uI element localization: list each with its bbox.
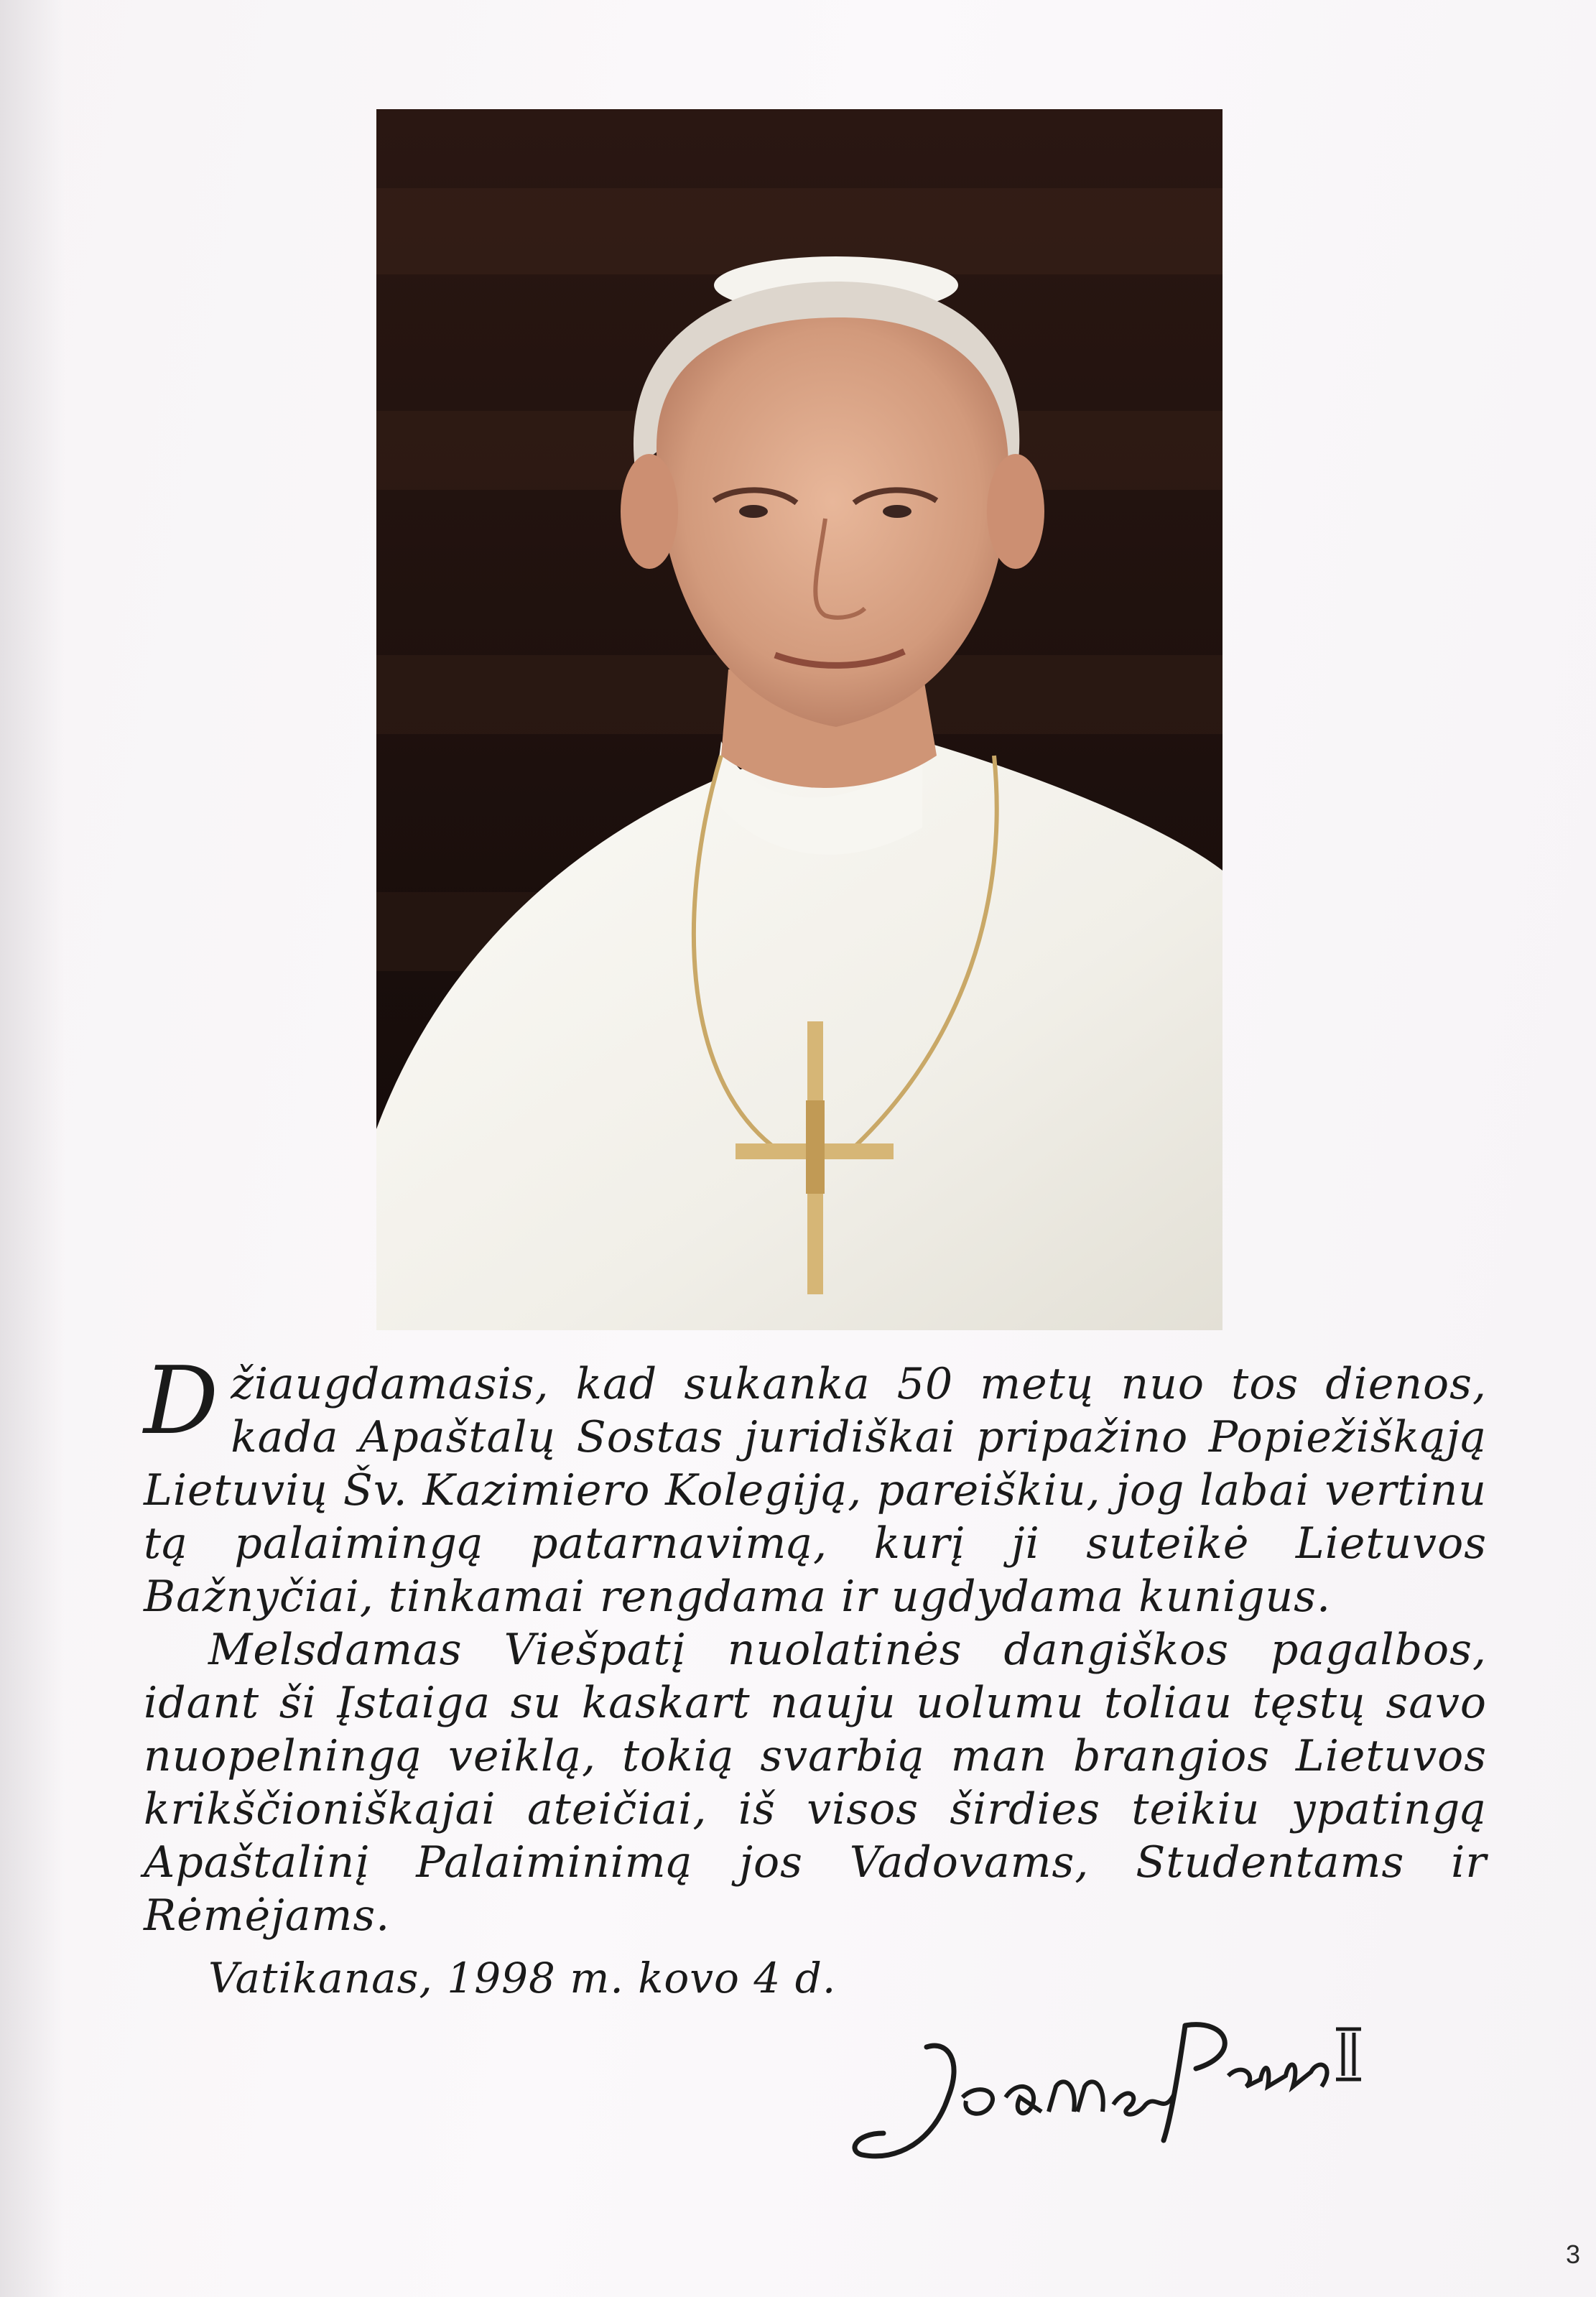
letter-paragraph-1 bbox=[144, 1346, 1487, 1623]
page-edge-shadow bbox=[0, 0, 65, 2297]
drop-cap: D bbox=[144, 1346, 220, 1455]
paragraph-1-text: žiaugdamasis, kad sukanka 50 metų nuo tos dienos, kada Apaštalų Sostas juridiškai pripažino Popiežiškąją Lietuvių Šv. Kazimiero Kolegiją, pareiškiu, jog labai vertinu tą palaimingą patarnavimą, kurį ji suteikė Lietuvos Bažnyčiai, tinkamai rengdama ir ugdydama kunigus. bbox=[144, 1359, 1487, 1622]
signature bbox=[840, 1997, 1415, 2184]
signature-icon bbox=[840, 1997, 1415, 2184]
portrait-photo bbox=[376, 109, 1222, 1330]
letter-paragraph-2: Melsdamas Viešpatį nuolatinės dangiškos pagalbos, idant ši Įstaiga su kaskart nauju uolumu toliau tęstų savo nuopelningą veiklą, tokią svarbią man brangios Lietuvos krikščioniškajai ateičiai, iš visos širdies teikiu ypatingą Apaštalinį Palaiminimą jos Vadovams, Studentams ir Rėmėjams. bbox=[144, 1625, 1487, 1941]
place-date: Vatikanas, 1998 m. kovo 4 d. bbox=[208, 1954, 837, 2003]
letter-text bbox=[144, 1346, 1487, 1942]
page-number: 3 bbox=[1566, 2240, 1581, 2269]
portrait-photo-icon bbox=[376, 109, 1222, 1330]
